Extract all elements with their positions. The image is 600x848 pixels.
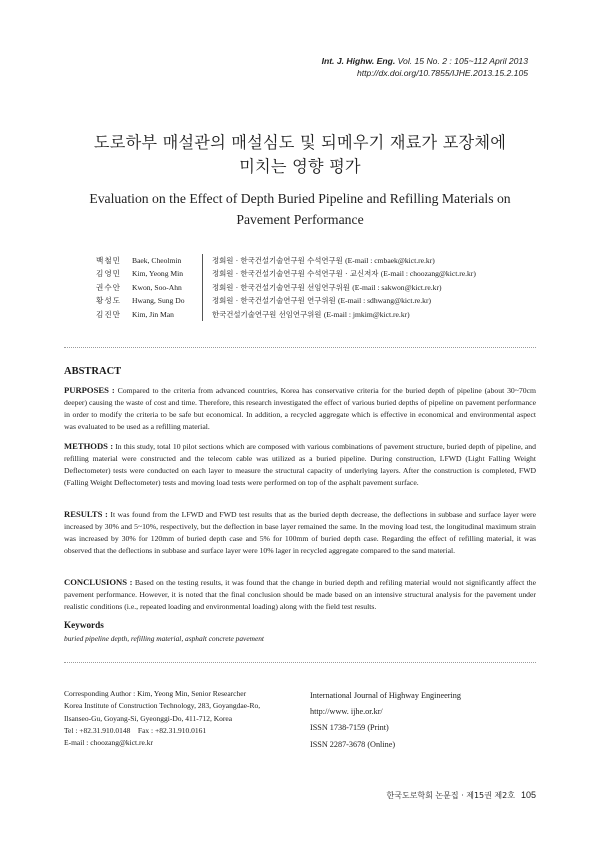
page-footer: [387, 790, 536, 801]
author-email: (E-mail : sakwon@kict.re.kr): [352, 282, 442, 292]
volume-info: Vol. 15 No. 2 : 105~112 April 2013: [397, 56, 528, 66]
corr-line-1: Corresponding Author : Kim, Yeong Min, Senior Researcher: [64, 689, 247, 698]
abstract-results: [64, 508, 536, 557]
divider-bottom: [64, 662, 536, 663]
author-list: [96, 254, 476, 321]
journal-info: [310, 688, 540, 753]
purposes-text: Compared to the criteria from advanced countries, Korea has conservative criteria for the buried depth of pipeline (about 30~70cm deeper) causing the waste of cost and time. Therefore, this research investigated the effect of various buried depths of pipeline on pavement performance in order to modify the criteria to be safe but economical. In addition, a recycled aggregate which is effective in economical and environmental aspect was evaluated to be used as a refilling material.: [64, 386, 537, 432]
issn-online: ISSN 2287-3678 (Online): [310, 739, 396, 749]
abstract-purposes: [64, 384, 536, 433]
divider-top: [64, 347, 536, 348]
author-affiliation: [202, 294, 431, 307]
citation-line: [322, 55, 528, 67]
author-name-ko: 권수안: [96, 282, 122, 292]
author-affiliation: [202, 267, 476, 280]
author-email: (E-mail : jmkim@kict.re.kr): [323, 309, 410, 319]
author-row: [96, 267, 476, 280]
author-affiliation: [202, 308, 410, 321]
author-row: [96, 308, 476, 321]
journal-url[interactable]: http://www. ijhe.or.kr/: [310, 707, 383, 717]
journal-citation: [322, 55, 528, 79]
conclusions-text: Based on the testing results, it was found that the change in buried depth and refiling material would not significantly affect the pavement performance. However, it is noted that the final conclusion should be made based on an intensive structural analysis for the pavement under realistic conditions (i.e., repeated loading and environmental loading) along with the field test results.: [64, 578, 537, 612]
affiliation-text: 한국건설기술연구원 선임연구위원: [212, 309, 322, 319]
author-affiliation: [202, 281, 442, 294]
corr-line-3: Ilsanseo-Gu, Goyang-Si, Gyeonggi-Do, 411-712, Korea: [64, 713, 233, 723]
author-row: [96, 294, 476, 307]
corr-line-2: Korea Institute of Construction Technology, 283, Goyangdae-Ro,: [64, 701, 261, 711]
corr-email: E-mail : choozang@kict.re.kr: [64, 738, 153, 748]
author-name-en: Hwang, Sung Do: [132, 296, 185, 306]
abstract-methods: [64, 440, 536, 489]
korean-title-line-2: 미치는 영향 평가: [239, 157, 361, 176]
conclusions-label: CONCLUSIONS :: [64, 577, 133, 587]
author-row: [96, 254, 476, 267]
author-email: (E-mail : choozang@kict.re.kr): [380, 269, 476, 279]
corresponding-author: [64, 688, 304, 749]
results-text: It was found from the LFWD and FWD test results that as the buried depth decrease, the deflections in subbase and surface layer were increased by 30% and 5~10%, respectively, but the deflection in base layer remained the same. In the moving load test, the longitudinal maximum strain was increased by 30% for 120mm of buried depth case and 5% for 100mm of buried depth case. Regarding the effect of refilling material, it was observed that the deflections in subbase and surface layer were 10% lager in recycled aggregate compared to the sand material.: [64, 510, 537, 556]
issn-print: ISSN 1738-7159 (Print): [310, 723, 389, 733]
english-title: [64, 188, 536, 230]
author-name-en: Baek, Cheolmin: [132, 256, 182, 265]
author-email: (E-mail : sdhwang@kict.re.kr): [338, 296, 432, 306]
english-title-line-1: Evaluation on the Effect of Depth Buried Pipeline and Refilling Materials on: [89, 191, 511, 206]
author-name-en: Kwon, Soo-Ahn: [132, 282, 182, 292]
author-affiliation: [202, 254, 435, 267]
journal-abbrev: Int. J. Highw. Eng.: [321, 56, 396, 66]
affiliation-text: 정회원 · 한국건설기술연구원 수석연구원 · 교신저자: [212, 269, 379, 279]
affiliation-text: 정회원 · 한국건설기술연구원 수석연구원: [212, 256, 343, 265]
methods-label: METHODS :: [64, 441, 114, 451]
results-label: RESULTS :: [64, 509, 108, 519]
corr-line-4: Tel : +82.31.910.0148 Fax : +82.31.910.0161: [64, 725, 207, 735]
author-email: (E-mail : cmbaek@kict.re.kr): [345, 256, 435, 265]
footer-journal: 한국도로학회 논문집 · 제15권 제2호: [386, 791, 515, 800]
author-row: [96, 281, 476, 294]
journal-name: International Journal of Highway Engineering: [310, 691, 461, 700]
affiliation-text: 정회원 · 한국건설기술연구원 연구위원: [212, 296, 336, 306]
keywords-text: buried pipeline depth, refilling material, asphalt concrete pavement: [64, 634, 264, 643]
korean-title-line-1: 도로하부 매설관의 매설심도 및 되메우기 재료가 포장체에: [93, 133, 507, 152]
author-name-ko: 백철민: [96, 256, 122, 265]
keywords-heading: Keywords: [64, 620, 104, 630]
abstract-conclusions: [64, 576, 536, 613]
purposes-label: PURPOSES :: [64, 385, 115, 395]
affiliation-text: 정회원 · 한국건설기술연구원 선임연구위원: [212, 282, 350, 292]
english-title-line-2: Pavement Performance: [236, 212, 364, 227]
author-name-ko: 김영민: [96, 269, 122, 279]
doi-link[interactable]: http://dx.doi.org/10.7855/IJHE.2013.15.2.105: [356, 68, 528, 78]
author-name-en: Kim, Yeong Min: [132, 269, 184, 279]
abstract-heading: ABSTRACT: [64, 366, 122, 377]
author-name-ko: 김진만: [96, 309, 122, 319]
korean-title: [64, 131, 536, 179]
author-name-en: Kim, Jin Man: [132, 309, 174, 319]
page-number: 105: [520, 790, 536, 800]
methods-text: In this study, total 10 pilot sections which are composed with various combinations of pavement structure, buried depth of pipeline, and refilling material were constructed and the telecom cable was utilized as a buried pipeline. During construction, LFWD (Light Falling Weight Deflectometer) tests were conducted on each layer to measure the structural capacity of underlying layers. After the construction is completed, FWD (Falling Weight Deflectometer) tests and moving load tests were performed on top of the asphalt pavement surface.: [64, 442, 536, 488]
author-name-ko: 황성도: [96, 296, 122, 306]
